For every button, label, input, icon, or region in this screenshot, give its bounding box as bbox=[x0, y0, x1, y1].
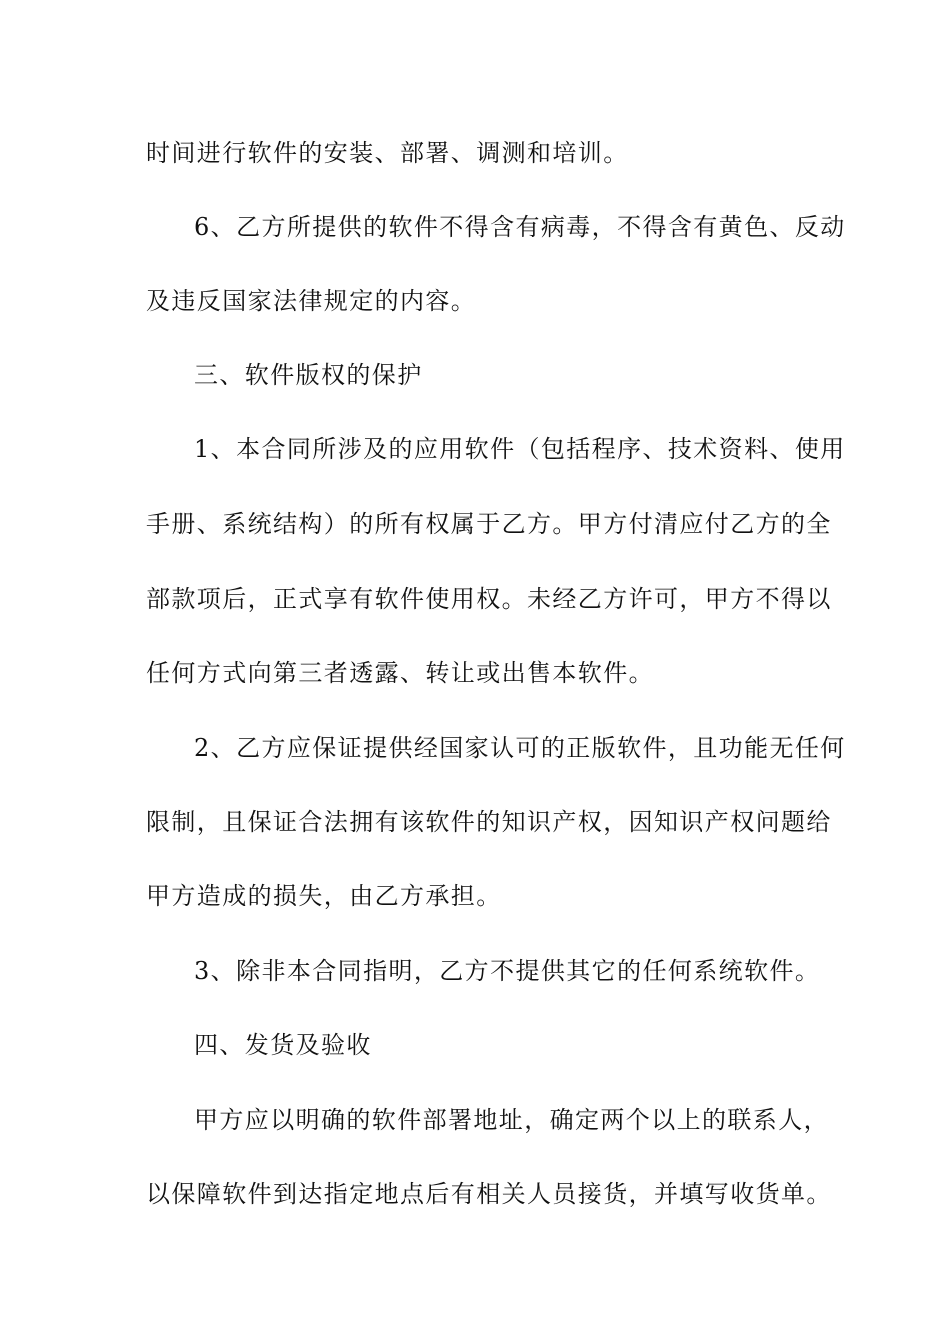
section-heading: 四、发货及验收 bbox=[194, 1031, 372, 1059]
text-line: 甲方应以明确的软件部署地址，确定两个以上的联系人， bbox=[194, 1106, 829, 1134]
text-line: 限制，且保证合法拥有该软件的知识产权，因知识产权问题给 bbox=[146, 808, 832, 836]
text-line: 1、本合同所涉及的应用软件（包括程序、技术资料、使用 bbox=[194, 435, 846, 463]
text-line: 任何方式向第三者透露、转让或出售本软件。 bbox=[146, 659, 654, 687]
text-line: 3、除非本合同指明，乙方不提供其它的任何系统软件。 bbox=[194, 957, 821, 985]
text-line: 6、乙方所提供的软件不得含有病毒，不得含有黄色、反动 bbox=[194, 213, 846, 241]
text-line: 部款项后，正式享有软件使用权。未经乙方许可，甲方不得以 bbox=[146, 585, 832, 613]
text-line: 时间进行软件的安装、部署、调测和培训。 bbox=[146, 139, 629, 167]
text-line: 甲方造成的损失，由乙方承担。 bbox=[146, 882, 502, 910]
text-line: 手册、系统结构）的所有权属于乙方。甲方付清应付乙方的全 bbox=[146, 510, 832, 538]
text-line: 及违反国家法律规定的内容。 bbox=[146, 287, 477, 315]
text-line: 2、乙方应保证提供经国家认可的正版软件，且功能无任何 bbox=[194, 734, 846, 762]
section-heading: 三、软件版权的保护 bbox=[194, 361, 423, 389]
text-line: 以保障软件到达指定地点后有相关人员接货，并填写收货单。 bbox=[146, 1180, 832, 1208]
